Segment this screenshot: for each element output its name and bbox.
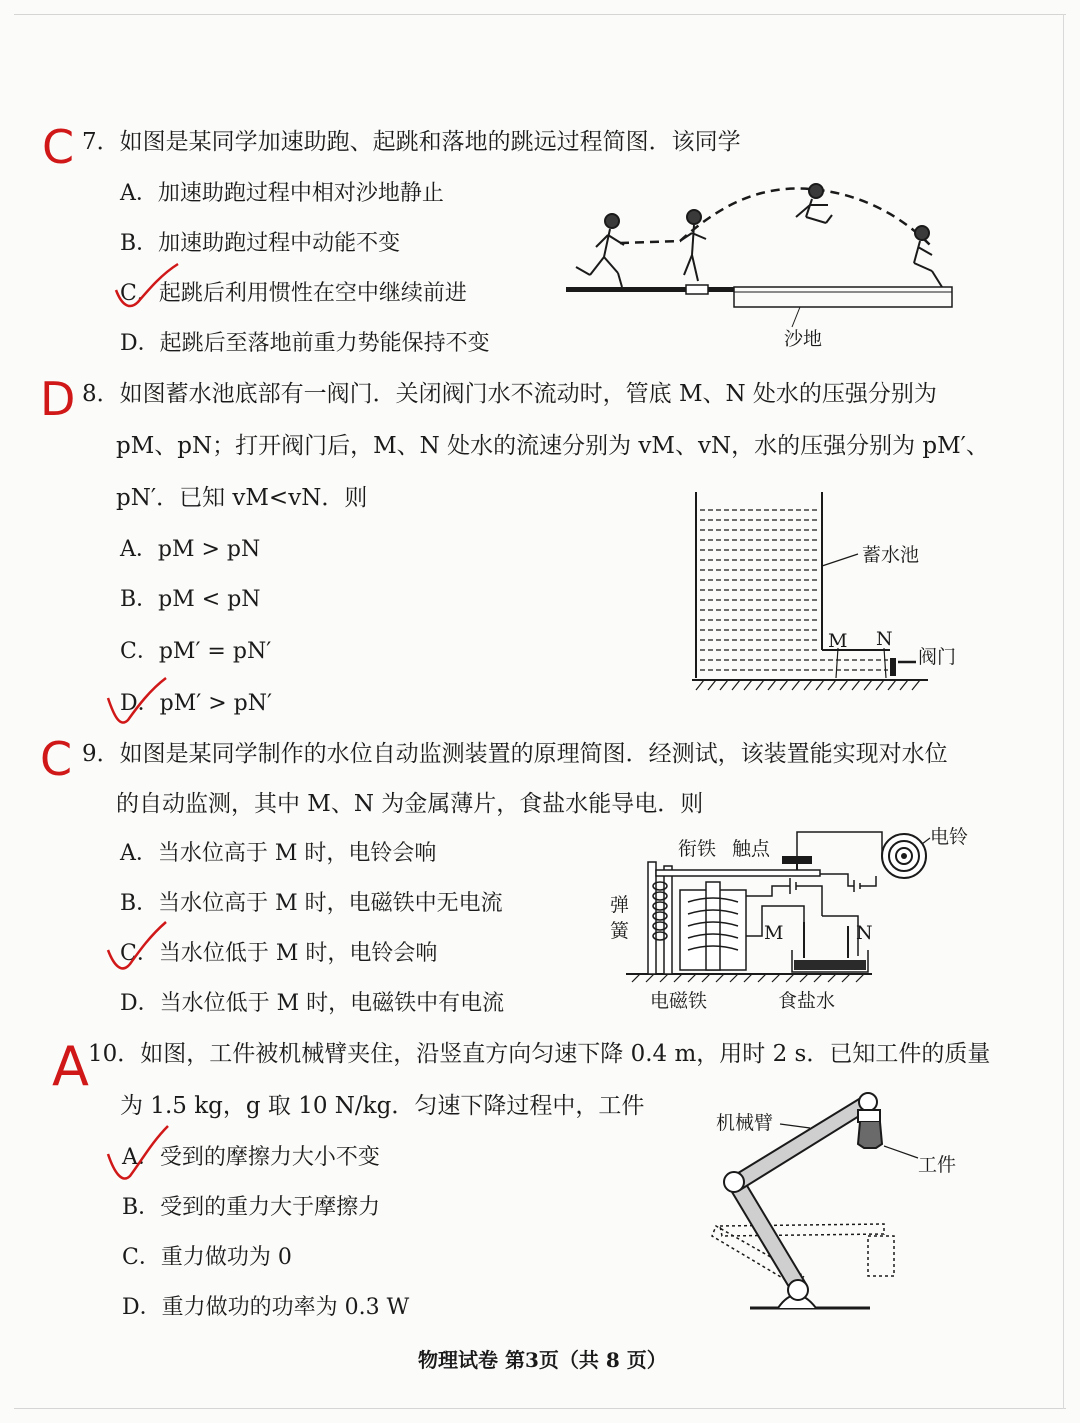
page-footer: 物理试卷 第3页（共 8 页） xyxy=(418,1348,667,1372)
q9-option-d: D．当水位低于 M 时，电磁铁中有电流 xyxy=(120,991,505,1016)
q10-checkmark xyxy=(104,1124,174,1186)
label-spring: 弹簧 xyxy=(610,894,630,942)
q7-option-d: D．起跳后至落地前重力势能保持不变 xyxy=(120,331,490,356)
long-jump-figure xyxy=(560,175,960,315)
q9-stem-line1: 9．如图是某同学制作的水位自动监测装置的原理简图．经测试，该装置能实现对水位 xyxy=(82,741,948,767)
q10-stem-line2: 为 1.5 kg，g 取 10 N/kg．匀速下降过程中，工件 xyxy=(120,1093,645,1119)
label-valve: 阀门 xyxy=(918,646,957,668)
label-workpiece: 工件 xyxy=(918,1154,957,1176)
answer-mark-q10: A xyxy=(52,1035,89,1098)
q7-option-c: C．起跳后利用惯性在空中继续前进 xyxy=(120,281,467,306)
q9-option-b: B．当水位高于 M 时，电磁铁中无电流 xyxy=(120,891,503,916)
label-n: N xyxy=(876,628,893,650)
scan-edge-top xyxy=(14,14,1066,15)
q8-checkmark xyxy=(104,676,170,730)
q9-option-c: C．当水位低于 M 时，电铃会响 xyxy=(120,941,438,966)
answer-mark-q9: C xyxy=(40,732,73,786)
answer-mark-q7: C xyxy=(42,120,75,174)
q10-option-b: B．受到的重力大于摩擦力 xyxy=(122,1195,381,1220)
q9-option-a: A．当水位高于 M 时，电铃会响 xyxy=(120,841,437,866)
water-level-alarm-figure xyxy=(622,826,952,994)
q7-stem: 7．如图是某同学加速助跑、起跳和落地的跳远过程简图．该同学 xyxy=(82,129,741,155)
scan-edge-right xyxy=(1063,14,1064,1409)
label-robot-arm: 机械臂 xyxy=(716,1112,774,1134)
q8-option-c: C．pM′ = pN′ xyxy=(120,639,272,664)
answer-mark-q8: D xyxy=(40,372,76,426)
scan-edge-bottom xyxy=(14,1408,1066,1409)
q7-checkmark xyxy=(112,262,182,314)
label-m: M xyxy=(828,630,848,652)
q8-option-a: A．pM > pN xyxy=(120,537,261,562)
q10-stem-line1: 10．如图，工件被机械臂夹住，沿竖直方向匀速下降 0.4 m，用时 2 s．已知工件的质量 xyxy=(88,1041,991,1067)
q10-option-a: A．受到的摩擦力大小不变 xyxy=(122,1145,380,1170)
q8-option-b: B．pM < pN xyxy=(120,587,261,612)
q7-option-b: B．加速助跑过程中动能不变 xyxy=(120,231,401,256)
label-sand: 沙地 xyxy=(784,328,823,350)
label-contact: 触点 xyxy=(732,838,771,860)
label-plate-m: M xyxy=(764,922,784,944)
label-plate-n: N xyxy=(856,922,873,944)
q9-stem-line2: 的自动监测，其中 M、N 为金属薄片，食盐水能导电．则 xyxy=(116,791,704,817)
reservoir-figure xyxy=(688,486,938,698)
label-reservoir: 蓄水池 xyxy=(862,544,920,566)
q8-stem-line2: pM、pN；打开阀门后，M、N 处水的流速分别为 vM、vN，水的压强分别为 pM′、 xyxy=(116,433,989,459)
label-bell: 电铃 xyxy=(930,826,969,848)
q9-checkmark xyxy=(104,920,170,976)
q8-stem-line3: pN′．已知 vM<vN．则 xyxy=(116,485,368,511)
q10-option-c: C．重力做功为 0 xyxy=(122,1245,292,1270)
label-electromagnet: 电磁铁 xyxy=(650,990,708,1012)
label-salt-water: 食盐水 xyxy=(778,990,836,1012)
q8-option-d: D．pM′ > pN′ xyxy=(120,691,272,716)
q8-stem-line1: 8．如图蓄水池底部有一阀门．关闭阀门水不流动时，管底 M、N 处水的压强分别为 xyxy=(82,381,937,407)
label-armature: 衔铁 xyxy=(678,838,717,860)
q7-option-a: A．加速助跑过程中相对沙地静止 xyxy=(120,181,444,206)
q10-option-d: D．重力做功的功率为 0.3 W xyxy=(122,1295,410,1320)
